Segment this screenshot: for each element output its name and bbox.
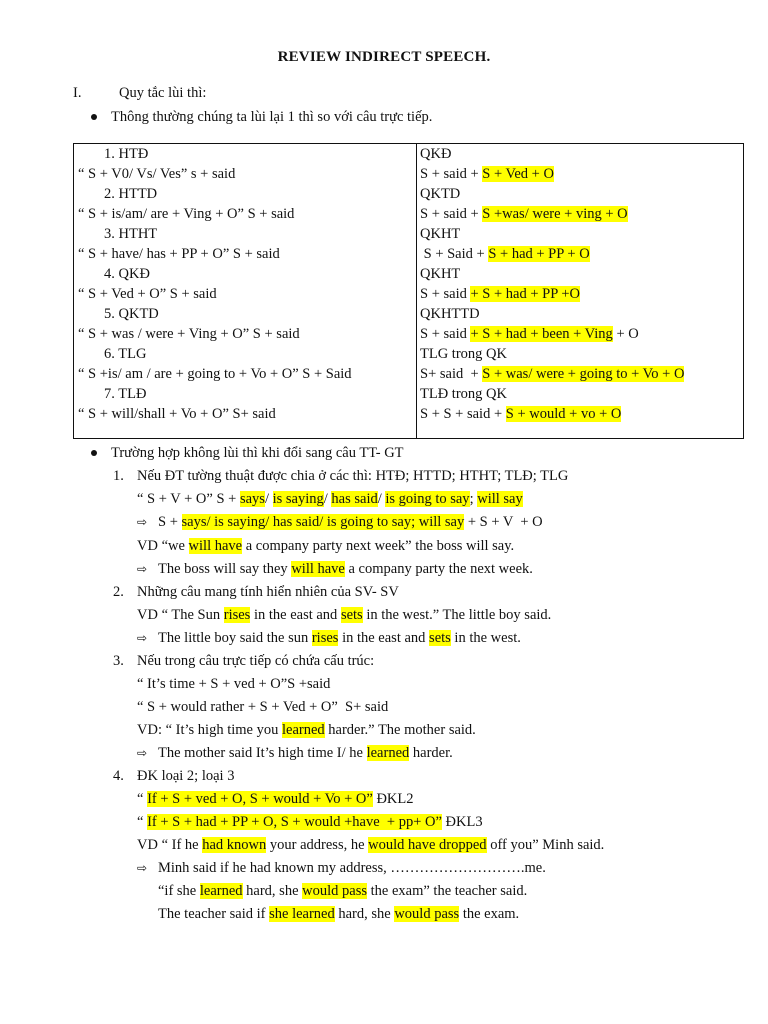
case-4-line: “ If + S + had + PP + O, S + would +have + pp+ O” ĐKL3: [137, 814, 483, 830]
table-cell-left-label: 5. QKTD: [104, 306, 159, 322]
case-2-line: VD “ The Sun rises in the east and sets in the west.” The little boy said.: [137, 607, 552, 623]
bullet-item-2: Trường hợp không lùi thì khi đổi sang câu TT- GT: [91, 443, 404, 463]
document-title: REVIEW INDIRECT SPEECH.: [277, 49, 491, 65]
bullet-item-1: Thông thường chúng ta lùi lại 1 thì so với câu trực tiếp.: [91, 107, 432, 127]
table-cell-right-formula: S+ said + S + was/ were + going to + Vo + O: [420, 366, 685, 382]
table-cell-right-formula: S + S + said + S + would + vo + O: [420, 406, 622, 422]
case-heading-2: 2. Những câu mang tính hiển nhiên của SV- SV: [113, 584, 399, 600]
case-1-line: ⇨ S + says/ is saying/ has said/ is going to say; will say + S + V + O: [137, 514, 543, 530]
table-cell-right-label: QKHT: [420, 266, 461, 282]
table-cell-left-formula: “ S + V0/ Vs/ Ves” s + said: [78, 166, 236, 182]
table-cell-left-formula: “ S + have/ has + PP + O” S + said: [78, 246, 280, 262]
case-3-line: VD: “ It’s high time you learned harder.” The mother said.: [137, 722, 476, 738]
table-cell-right-label: QKHT: [420, 226, 461, 242]
table-cell-left-formula: “ S +is/ am / are + going to + Vo + O” S + Said: [78, 366, 352, 382]
highlight: + S + had + PP +O: [470, 286, 581, 302]
case-1-line: ⇨ The boss will say they will have a company party the next week.: [137, 561, 533, 577]
arrow-icon: ⇨: [137, 562, 148, 576]
arrow-icon: ⇨: [137, 515, 148, 529]
case-4-line: The teacher said if she learned hard, she would pass the exam.: [158, 906, 520, 922]
case-4-line: “if she learned hard, she would pass the exam” the teacher said.: [158, 883, 528, 899]
tense-shift-table: [73, 143, 744, 439]
table-cell-left-label: 1. HTĐ: [104, 146, 149, 162]
case-4-line: ⇨ Minh said if he had known my address, ……………………….me.: [137, 860, 546, 876]
table-cell-right-formula: S + said + S +was/ were + ving + O: [420, 206, 628, 222]
highlight: S +was/ were + ving + O: [482, 206, 628, 222]
bullet-icon: [91, 114, 97, 120]
table-cell-right-formula: S + said + S + had + been + Ving + O: [420, 326, 639, 342]
case-4-line: VD “ If he had known your address, he would have dropped off you” Minh said.: [137, 837, 605, 853]
table-cell-left-label: 3. HTHT: [104, 226, 158, 242]
table-cell-right-label: QKĐ: [420, 146, 452, 162]
case-1-line: VD “we will have a company party next week” the boss will say.: [137, 538, 515, 554]
case-2-line: ⇨ The little boy said the sun rises in the east and sets in the west.: [137, 630, 521, 646]
table-cell-left-formula: “ S + Ved + O” S + said: [78, 286, 217, 302]
section-title: Quy tắc lùi thì:: [119, 85, 207, 101]
table-cell-left-label: 2. HTTD: [104, 186, 158, 202]
highlight: S + would + vo + O: [505, 406, 622, 422]
table-cell-right-label: QKTD: [420, 186, 461, 202]
case-heading-1: 1. Nếu ĐT tường thuật được chia ở các thì: HTĐ; HTTD; HTHT; TLĐ; TLG: [113, 468, 569, 484]
table-cell-left-formula: “ S + is/am/ are + Ving + O” S + said: [78, 206, 295, 222]
highlight: S + was/ were + going to + Vo + O: [482, 366, 685, 382]
table-cell-right-formula: S + said + S + Ved + O: [420, 166, 554, 182]
table-cell-right-label: TLĐ trong QK: [420, 386, 507, 402]
table-cell-right-formula: S + Said + S + had + PP + O: [420, 246, 590, 262]
table-cell-left-formula: “ S + will/shall + Vo + O” S+ said: [78, 406, 276, 422]
highlight: S + Ved + O: [482, 166, 554, 182]
highlight: S + had + PP + O: [488, 246, 590, 262]
table-cell-left-label: 7. TLĐ: [104, 386, 147, 402]
table-divider: [416, 144, 417, 438]
highlight: + S + had + been + Ving: [470, 326, 613, 342]
table-cell-right-formula: S + said + S + had + PP +O: [420, 286, 581, 302]
arrow-icon: ⇨: [137, 861, 148, 875]
table-cell-right-label: QKHTTD: [420, 306, 480, 322]
bullet-icon: [91, 450, 97, 456]
arrow-icon: ⇨: [137, 631, 148, 645]
case-4-line: “ If + S + ved + O, S + would + Vo + O” ĐKL2: [137, 791, 414, 807]
table-cell-left-label: 4. QKĐ: [104, 266, 150, 282]
case-3-line: ⇨ The mother said It’s high time I/ he learned harder.: [137, 745, 453, 761]
case-heading-3: 3. Nếu trong câu trực tiếp có chứa cấu trúc:: [113, 653, 375, 669]
table-cell-left-formula: “ S + was / were + Ving + O” S + said: [78, 326, 300, 342]
section-number: I.: [73, 85, 82, 101]
arrow-icon: ⇨: [137, 746, 148, 760]
section-heading: [73, 85, 206, 102]
table-cell-right-label: TLG trong QK: [420, 346, 507, 362]
case-heading-4: 4. ĐK loại 2; loại 3: [113, 768, 235, 784]
table-cell-left-label: 6. TLG: [104, 346, 147, 362]
case-3-line: “ S + would rather + S + Ved + O” S+ said: [137, 699, 389, 715]
case-1-line: “ S + V + O” S + says/ is saying/ has said/ is going to say; will say: [137, 491, 523, 507]
case-3-line: “ It’s time + S + ved + O”S +said: [137, 676, 331, 692]
